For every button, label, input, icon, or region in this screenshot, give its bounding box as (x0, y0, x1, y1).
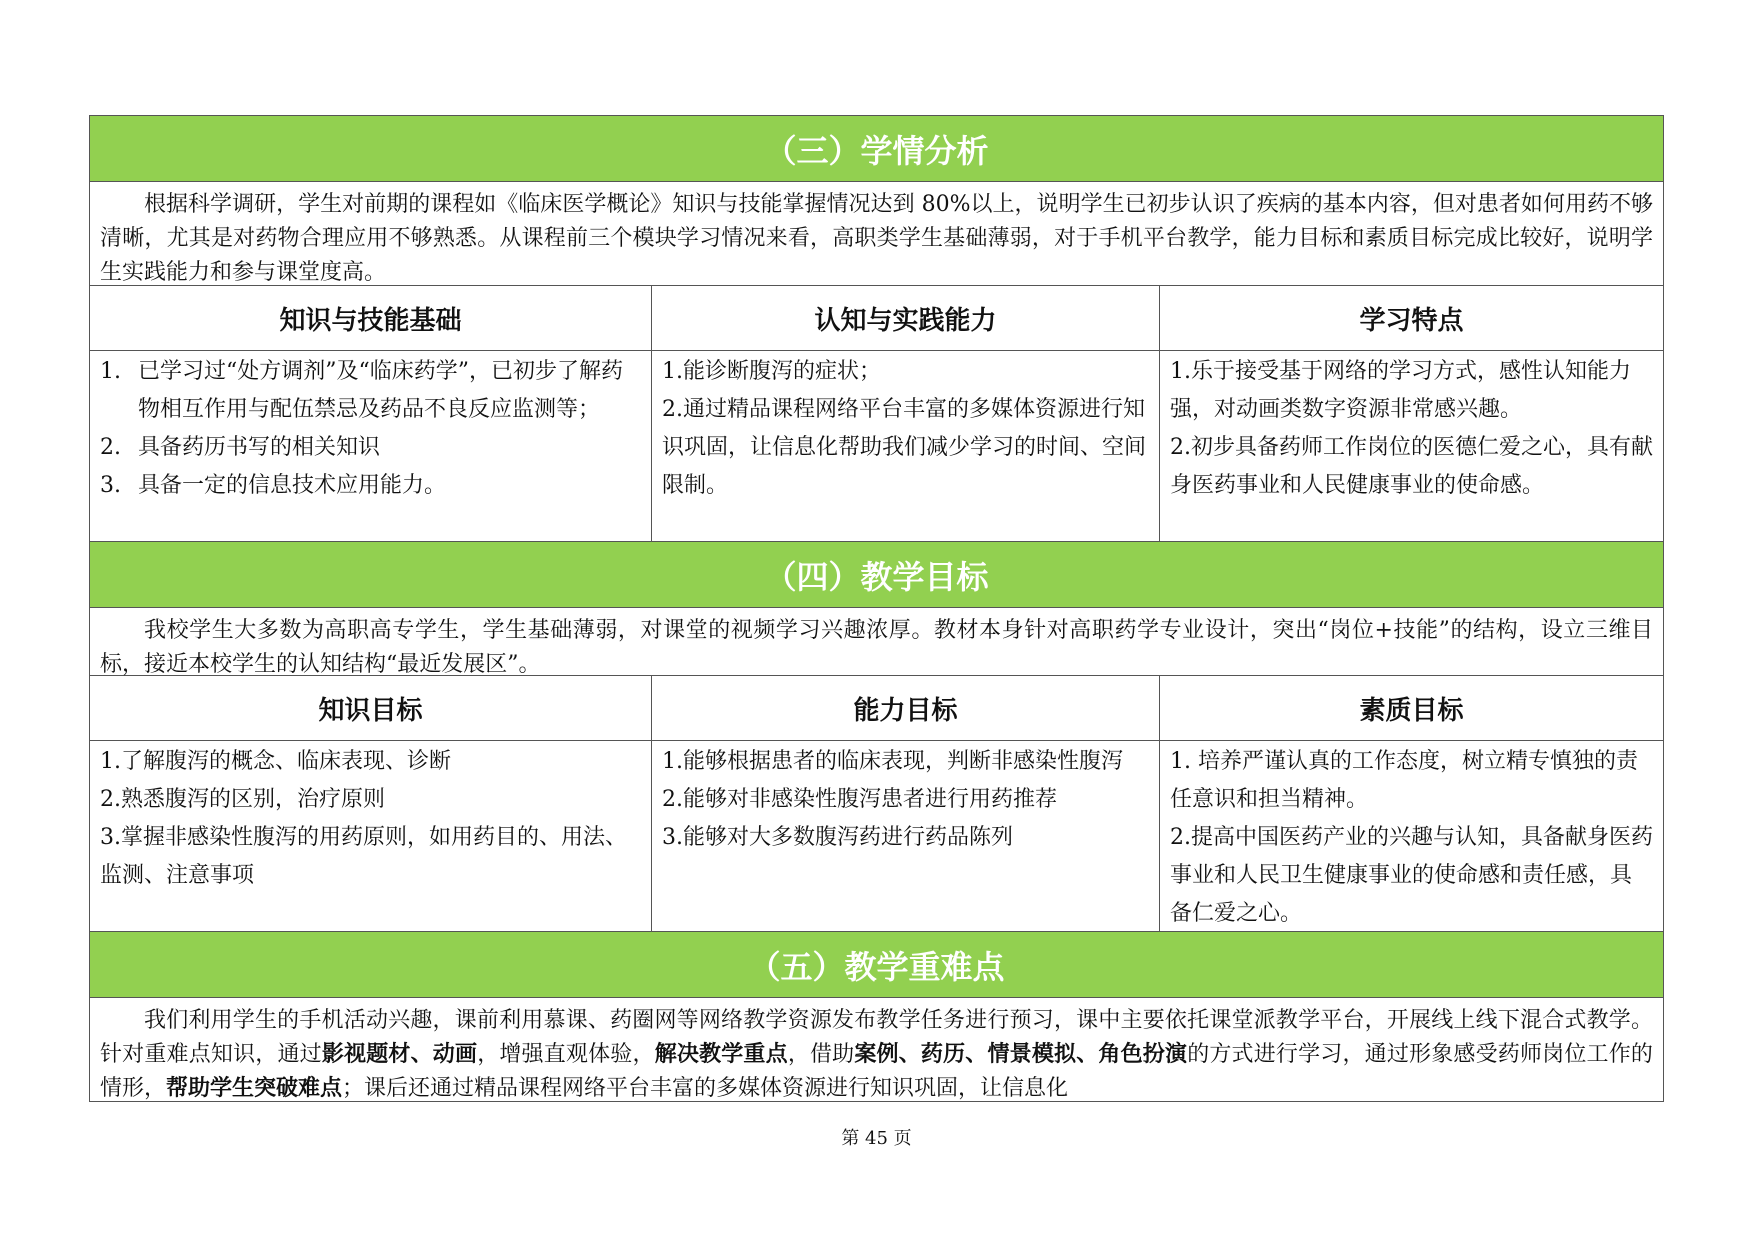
learning-analysis-cell (90, 182, 1664, 286)
column-header-ability-goals: 能力目标 (652, 676, 1160, 741)
key-difficult-points-paragraph: 我们利用学生的手机活动兴趣，课前利用慕课、药圈网等网络教学资源发布教学任务进行预习，课中主要依托课堂派教学平台，开展线上线下混合式教学。针对重难点知识，通过影视题材、动画，增强直观体验，解决教学重点，借助案例、药历、情景模拟、角色扮演的方式进行学习，通过形象感受药师岗位工作的情形，帮助学生突破难点；课后还通过精品课程网络平台丰富的多媒体资源进行知识巩固，让信息化 (100, 1008, 1654, 1101)
learning-analysis-paragraph: 根据科学调研，学生对前期的课程如《临床医学概论》知识与技能掌握情况达到 80%以上，说明学生已初步认识了疾病的基本内容，但对患者如何用药不够清晰，尤其是对药物合理应用不够熟悉。从课程前三个模块学习情况来看，高职类学生基础薄弱，对于手机平台教学，能力目标和素质目标完成比较好，说明学生实践能力和参与课堂度高。 (100, 192, 1654, 285)
bold-phrase: 解决教学重点 (654, 1042, 788, 1067)
list-item: 3.能够对大多数腹泻药进行药品陈列 (662, 825, 1013, 850)
list-item: 2. 具备药历书写的相关知识 (100, 435, 381, 460)
list-item: 1. 已学习过“处方调剂”及“临床药学”，已初步了解药物相互作用与配伍禁忌及药品不良反应监测等； (100, 359, 623, 422)
list-item: 1.了解腹泻的概念、临床表现、诊断 (100, 749, 451, 774)
list-item: 3.掌握非感染性腹泻的用药原则，如用药目的、用法、监测、注意事项 (100, 825, 627, 888)
section-heading-key-difficult-points: （五）教学重难点 (90, 932, 1664, 998)
list-item: 2.通过精品课程网络平台丰富的多媒体资源进行知识巩固，让信息化帮助我们减少学习的时间、空间限制。 (662, 397, 1147, 498)
learning-traits-cell (1160, 351, 1664, 542)
teaching-objectives-paragraph: 我校学生大多数为高职高专学生，学生基础薄弱，对课堂的视频学习兴趣浓厚。教材本身针对高职药学专业设计，突出“岗位+技能”的结构，设立三维目标，接近本校学生的认知结构“最近发展区”。 (100, 618, 1654, 677)
section-heading-teaching-objectives: （四）教学目标 (90, 542, 1664, 608)
list-item: 1.乐于接受基于网络的学习方式，感性认知能力强，对动画类数字资源非常感兴趣。 (1170, 359, 1631, 422)
column-header-knowledge-goals: 知识目标 (90, 676, 652, 741)
list-item: 2.初步具备药师工作岗位的医德仁爱之心，具有献身医药事业和人民健康事业的使命感。 (1170, 435, 1653, 498)
list-item: 2.能够对非感染性腹泻患者进行用药推荐 (662, 787, 1057, 812)
column-header-learning-traits: 学习特点 (1160, 286, 1664, 351)
section-heading-learning-analysis: （三）学情分析 (90, 116, 1664, 182)
lesson-plan-table (89, 115, 1664, 1102)
key-difficult-points-cell (90, 998, 1664, 1102)
bold-phrase: 帮助学生突破难点 (166, 1076, 343, 1101)
cognition-practice-cell (652, 351, 1160, 542)
column-header-knowledge-skill-basis: 知识与技能基础 (90, 286, 652, 351)
page-number: 第 45 页 (841, 1128, 912, 1149)
column-header-cognition-practice: 认知与实践能力 (652, 286, 1160, 351)
quality-goals-cell (1160, 741, 1664, 932)
ability-goals-cell (652, 741, 1160, 932)
document-page (89, 115, 1663, 1102)
list-item: 2.提高中国医药产业的兴趣与认知，具备献身医药事业和人民卫生健康事业的使命感和责任感，具备仁爱之心。 (1170, 825, 1653, 926)
bold-phrase: 案例、药历、情景模拟、角色扮演 (854, 1042, 1188, 1067)
knowledge-skill-basis-cell (90, 351, 652, 542)
column-header-quality-goals: 素质目标 (1160, 676, 1664, 741)
list-item: 1. 培养严谨认真的工作态度，树立精专慎独的责任意识和担当精神。 (1170, 749, 1638, 812)
list-item: 1.能够根据患者的临床表现，判断非感染性腹泻 (662, 749, 1123, 774)
list-item: 2.熟悉腹泻的区别，治疗原则 (100, 787, 385, 812)
list-item: 1.能诊断腹泻的症状； (662, 359, 881, 384)
bold-phrase: 影视题材、动画 (321, 1042, 478, 1067)
list-item: 3. 具备一定的信息技术应用能力。 (100, 473, 447, 498)
teaching-objectives-cell (90, 608, 1664, 676)
knowledge-goals-cell (90, 741, 652, 932)
